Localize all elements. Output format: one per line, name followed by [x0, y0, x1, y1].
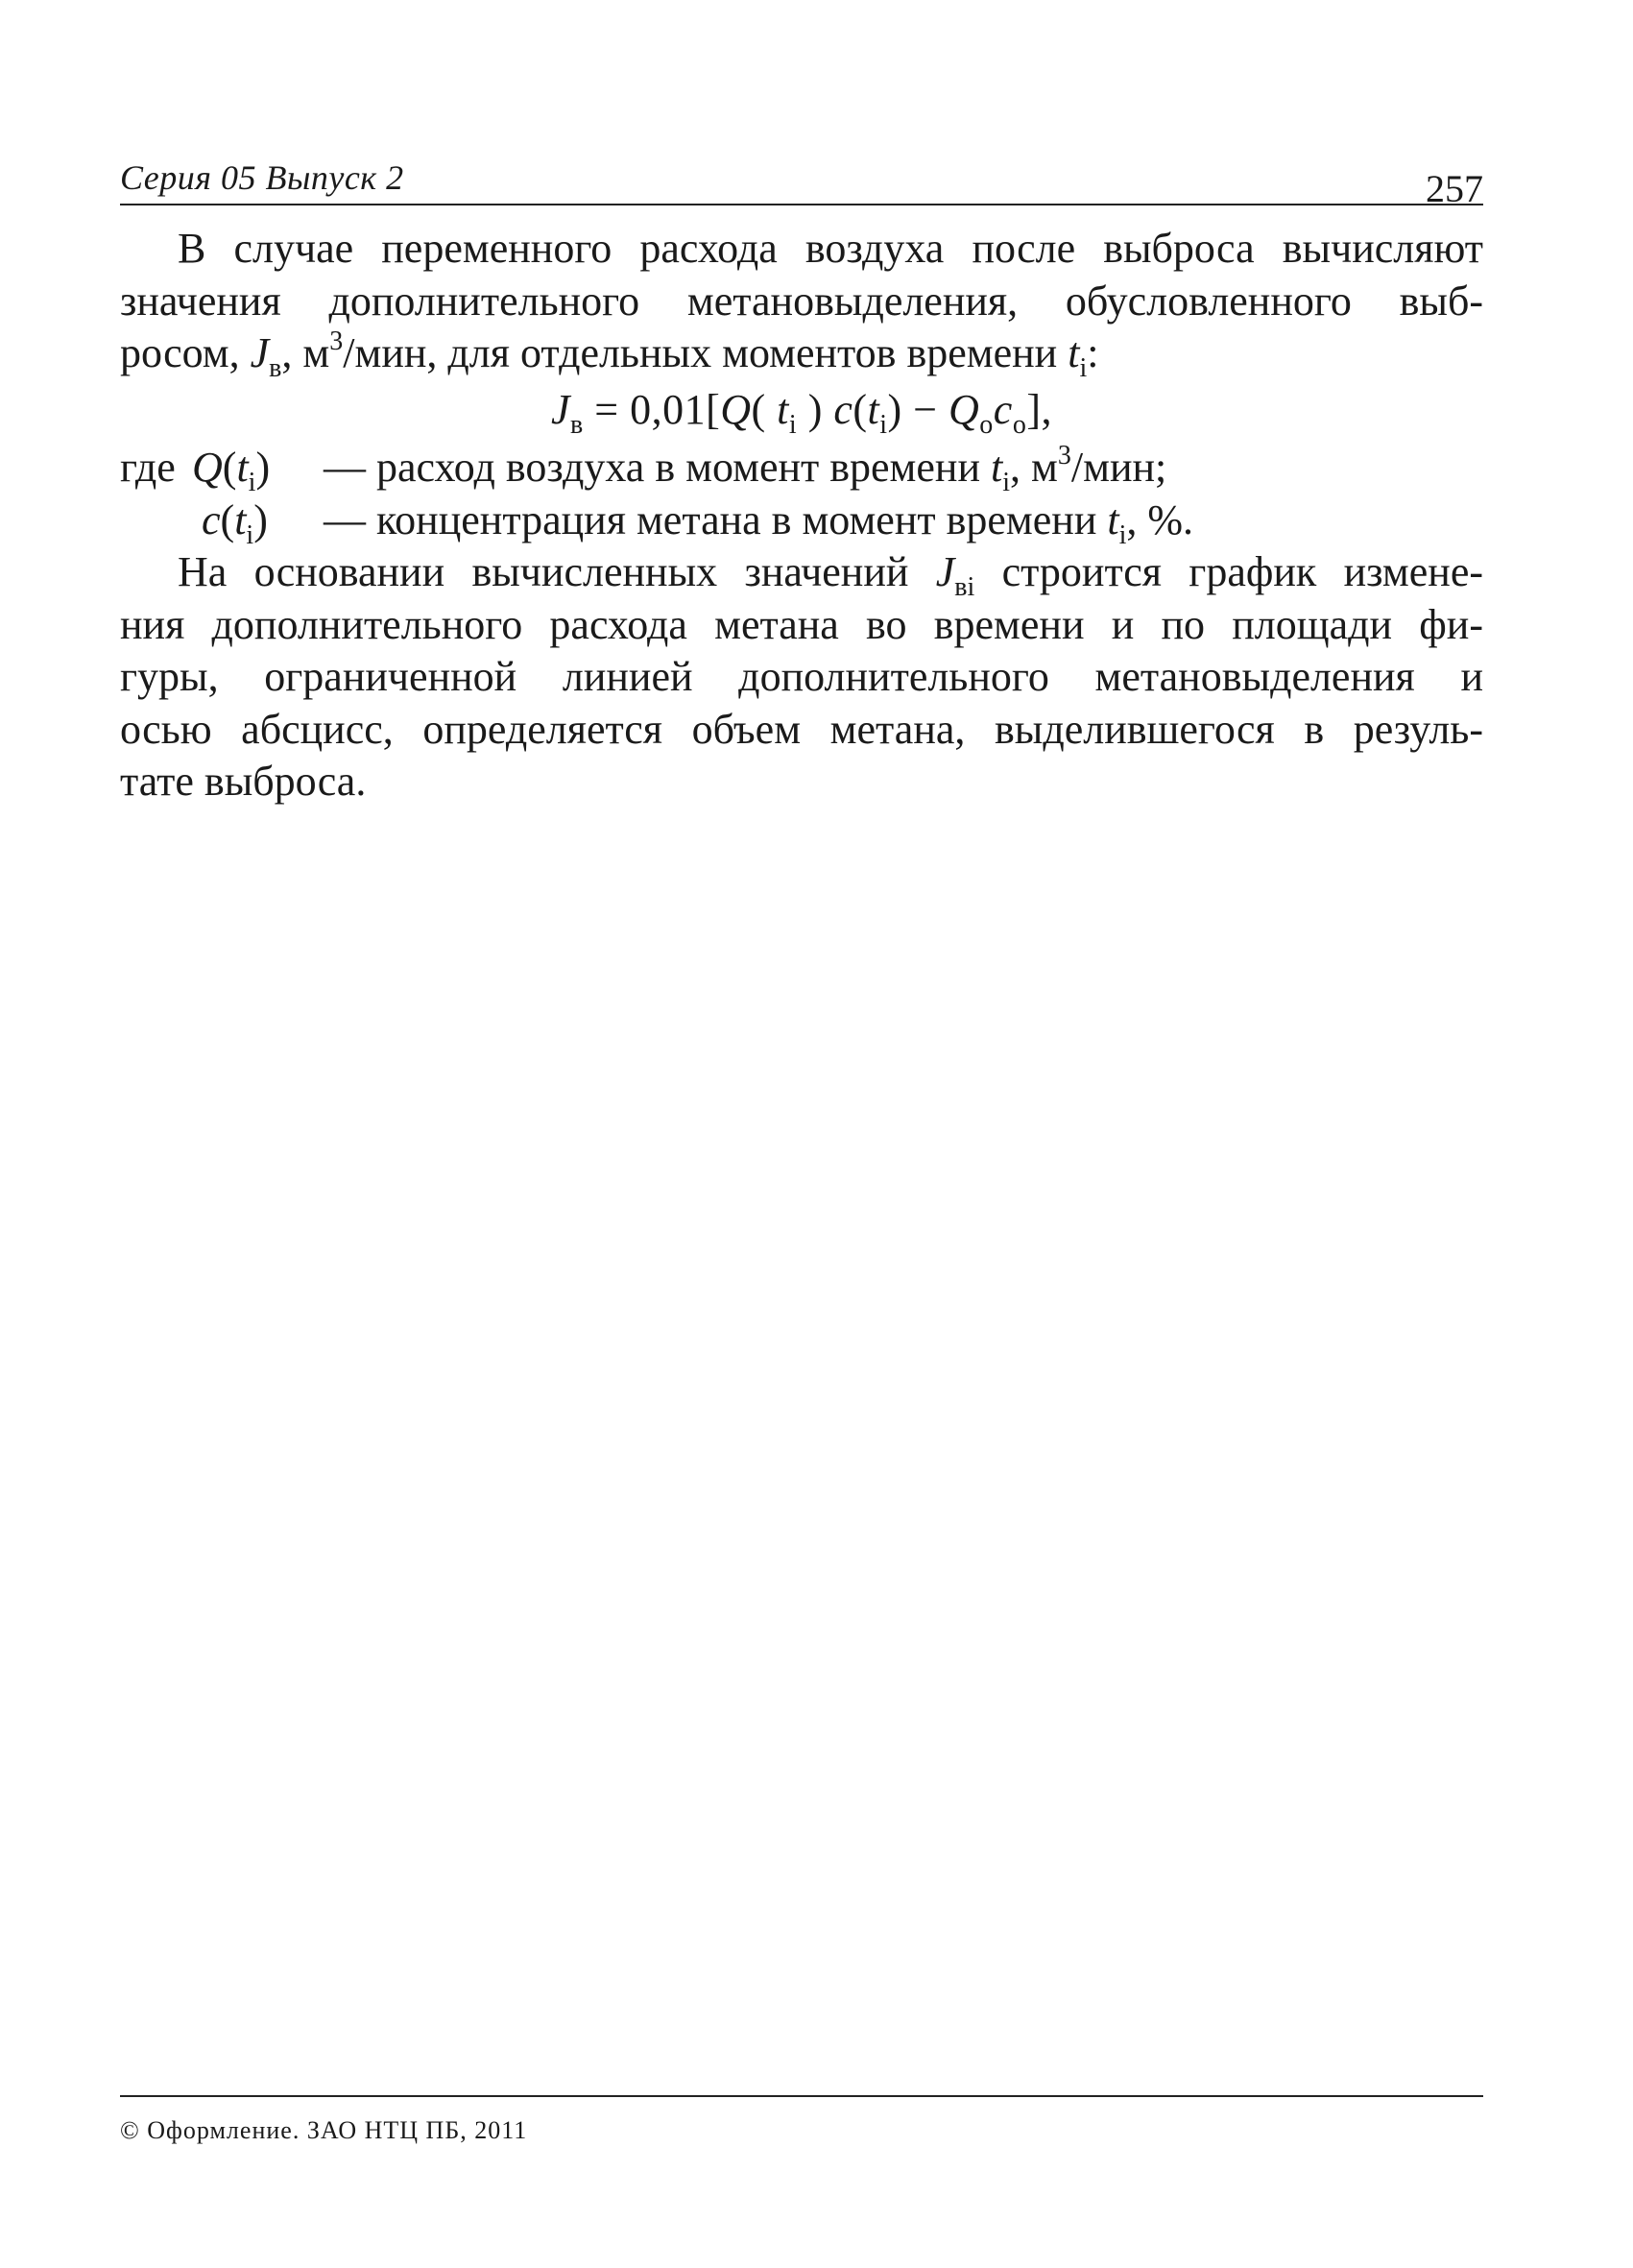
formula-symbol: c	[833, 385, 853, 433]
formula-symbol: t	[777, 385, 789, 433]
text-run: /мин, для отдельных моментов времени	[343, 329, 1058, 376]
text-run: строится график измене-	[1001, 548, 1484, 595]
subscript: i	[1079, 353, 1088, 383]
paragraph-line: ния дополнительного расхода метана во времени и по площади фи-	[120, 600, 1483, 648]
formula-subscript: о	[979, 409, 994, 440]
formula-symbol: Q	[949, 385, 980, 433]
where-description	[324, 442, 1166, 495]
text-run: /мин;	[1070, 444, 1167, 491]
formula-symbol: c	[993, 385, 1013, 433]
text-run: (	[220, 495, 235, 543]
subscript: i	[248, 468, 256, 497]
subscript: в	[269, 353, 282, 383]
where-symbol	[192, 442, 270, 495]
series-title: Серия 05 Выпуск 2	[120, 158, 404, 197]
text-run: , %.	[1126, 495, 1194, 543]
formula-text: )	[797, 385, 834, 433]
text-run: (	[222, 444, 237, 491]
formula-symbol: Q	[720, 385, 752, 433]
symbol-t: t	[236, 444, 249, 491]
formula-text: = 0,01[	[583, 385, 721, 433]
paragraph-line: значения дополнительного метановыделения, обусловленного выб-	[120, 277, 1483, 325]
text-run: — концентрация метана в момент времени	[324, 495, 1108, 543]
formula-subscript: i	[879, 409, 888, 440]
formula-symbol: t	[867, 385, 880, 433]
symbol-t: t	[1107, 495, 1119, 543]
where-row-concentration	[120, 495, 1483, 550]
text-run: — расход воздуха в момент времени	[324, 444, 992, 491]
paragraph-line: тате выброса.	[120, 758, 367, 805]
text-run: , м	[1010, 444, 1058, 491]
subscript: i	[1118, 519, 1127, 550]
where-symbol	[202, 495, 268, 550]
symbol-t: t	[234, 495, 247, 543]
symbol-J: J	[250, 329, 270, 376]
paragraph-line: гуры, ограниченной линией дополнительного метановыделения и	[120, 653, 1483, 700]
page-number: 257	[1426, 167, 1483, 210]
formula-subscript: i	[788, 409, 798, 440]
subscript: i	[246, 519, 254, 550]
paragraph-line	[120, 546, 1484, 602]
symbol-t: t	[1068, 329, 1080, 376]
text-run: , м	[281, 329, 330, 376]
text-run: На основании вычисленных значений	[178, 548, 909, 595]
subscript: i	[1002, 468, 1011, 497]
paragraph-line: В случае переменного расхода воздуха после выброса вычисляют	[178, 225, 1483, 272]
paragraph-line: осью абсцисс, определяется объем метана, выделившегося в резуль-	[120, 705, 1483, 753]
formula-methane-release	[120, 384, 1483, 440]
superscript: 3	[1057, 441, 1071, 470]
formula-text: ],	[1026, 385, 1052, 433]
symbol-c: c	[202, 495, 221, 543]
formula-symbol: J	[551, 385, 571, 433]
formula-text: (	[751, 385, 778, 433]
page-footer	[120, 2095, 1483, 2144]
paragraph-line	[120, 326, 1483, 383]
text-run: росом,	[120, 329, 240, 376]
text-run: )	[255, 444, 271, 491]
paragraph-variable-air-flow	[120, 223, 1483, 383]
copyright-notice: © Оформление. ЗАО НТЦ ПБ, 2011	[120, 2116, 528, 2144]
where-label: где	[120, 444, 176, 491]
symbol-J: J	[935, 548, 955, 595]
where-description	[324, 495, 1194, 550]
formula-text: ) −	[887, 385, 949, 433]
subscript: вi	[954, 572, 975, 602]
symbol-t: t	[991, 444, 1003, 491]
running-header	[120, 144, 1483, 210]
formula-text: (	[853, 385, 868, 433]
paragraph-graph-construction	[120, 546, 1483, 808]
where-row-air-flow	[120, 442, 1483, 495]
superscript: 3	[329, 326, 344, 356]
text-run: )	[253, 495, 268, 543]
formula-subscript: о	[1012, 409, 1027, 440]
text-run: :	[1087, 329, 1099, 376]
formula-subscript: в	[570, 409, 584, 440]
main-text	[120, 223, 1483, 808]
symbol-Q: Q	[192, 444, 223, 491]
